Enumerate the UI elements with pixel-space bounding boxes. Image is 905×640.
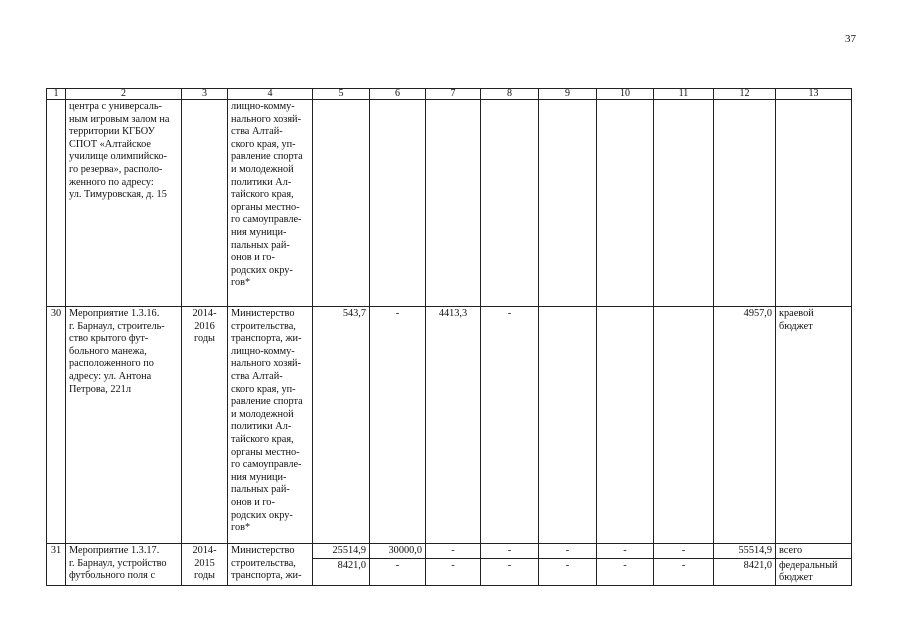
table-row: [47, 544, 852, 559]
value-col7: -: [426, 558, 481, 585]
value-col10: -: [597, 544, 654, 559]
measure-name: Мероприятие 1.3.16. г. Барнаул, строитель- ство крытого фут- больного манежа, расположенного по адресу: ул. Антона Петрова, 221л: [66, 307, 182, 544]
column-number: 8: [481, 89, 539, 100]
value-total: 55514,9: [714, 544, 776, 559]
column-number: 7: [426, 89, 481, 100]
value-col6: -: [370, 558, 426, 585]
value-col6: -: [370, 307, 426, 544]
column-number: 3: [182, 89, 228, 100]
funding-source: федеральный бюджет: [776, 558, 852, 585]
executor: лищно-комму- нального хозяй- ства Алтай- ского края, уп- равление спорта и молодежной политики Ал- тайского края, органы местно- го самоуправле- ния муници- пальных рай- онов и го- родских окру- гов*: [228, 100, 313, 307]
column-number: 10: [597, 89, 654, 100]
value-col8: -: [481, 558, 539, 585]
value-col5: 8421,0: [313, 558, 370, 585]
value-col11: [654, 100, 714, 307]
column-numbers-row: [47, 89, 852, 100]
value-col11: [654, 307, 714, 544]
executor: Министерство строительства, транспорта, жи-: [228, 544, 313, 586]
value-col5: 25514,9: [313, 544, 370, 559]
value-col10: [597, 100, 654, 307]
value-total: [714, 100, 776, 307]
table-row: [47, 307, 852, 544]
column-number: 13: [776, 89, 852, 100]
executor: Министерство строительства, транспорта, жи- лищно-комму- нального хозяй- ства Алтай- ского края, уп- равление спорта и молодежной политики Ал- тайского края, органы местно- го самоуправле- ния муници- пальных рай- онов и го- родских окру- гов*: [228, 307, 313, 544]
column-number: 9: [539, 89, 597, 100]
value-col6: [370, 100, 426, 307]
value-col7: 4413,3: [426, 307, 481, 544]
value-col9: -: [539, 558, 597, 585]
measure-name: центра с универсаль- ным игровым залом на территории КГБОУ СПОТ «Алтайское училище олимпийско- го резерва», располо- женного по адресу: ул. Тимуровская, д. 15: [66, 100, 182, 307]
value-col11: -: [654, 544, 714, 559]
value-col10: -: [597, 558, 654, 585]
value-col8: [481, 100, 539, 307]
value-total: 4957,0: [714, 307, 776, 544]
row-number: 31: [47, 544, 66, 586]
page-number: 37: [845, 33, 856, 45]
column-number: 2: [66, 89, 182, 100]
value-col9: [539, 307, 597, 544]
value-col7: [426, 100, 481, 307]
value-col9: -: [539, 544, 597, 559]
column-number: 6: [370, 89, 426, 100]
funding-source: всего: [776, 544, 852, 559]
value-col11: -: [654, 558, 714, 585]
value-col8: -: [481, 307, 539, 544]
funding-source: краевой бюджет: [776, 307, 852, 544]
row-number: [47, 100, 66, 307]
program-table: [46, 88, 852, 586]
value-col9: [539, 100, 597, 307]
value-total: 8421,0: [714, 558, 776, 585]
value-col7: -: [426, 544, 481, 559]
value-col10: [597, 307, 654, 544]
value-col5: 543,7: [313, 307, 370, 544]
measure-name: Мероприятие 1.3.17. г. Барнаул, устройство футбольного поля с: [66, 544, 182, 586]
value-col8: -: [481, 544, 539, 559]
funding-source: [776, 100, 852, 307]
column-number: 12: [714, 89, 776, 100]
period: [182, 100, 228, 307]
column-number: 5: [313, 89, 370, 100]
table-row: [47, 100, 852, 307]
column-number: 11: [654, 89, 714, 100]
value-col6: 30000,0: [370, 544, 426, 559]
period: 2014- 2015 годы: [182, 544, 228, 586]
period: 2014- 2016 годы: [182, 307, 228, 544]
column-number: 4: [228, 89, 313, 100]
value-col5: [313, 100, 370, 307]
row-number: 30: [47, 307, 66, 544]
column-number: 1: [47, 89, 66, 100]
